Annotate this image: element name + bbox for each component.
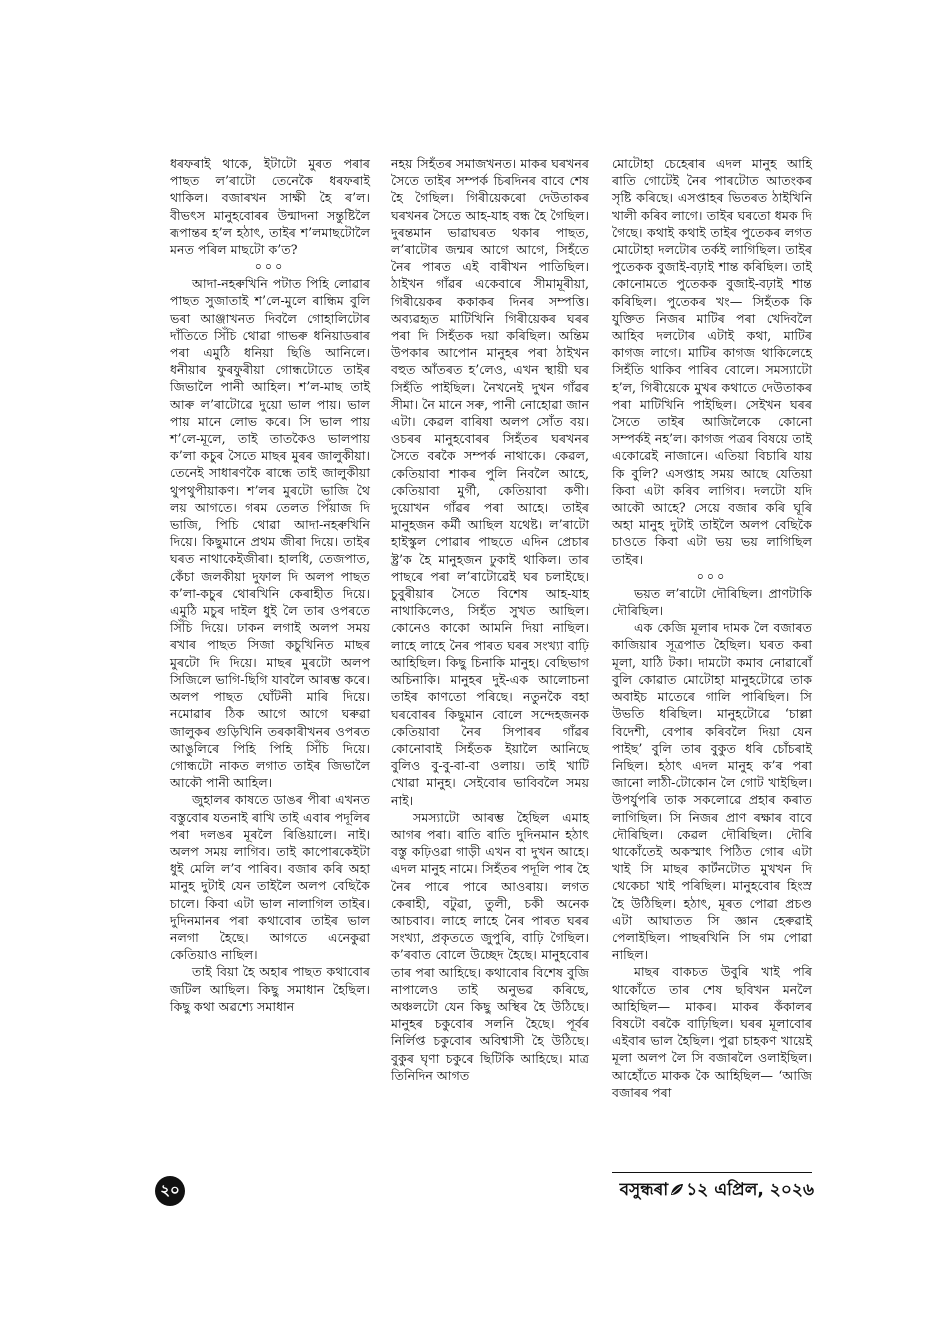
paragraph: নহয় সিহঁতৰ সমাজখনত। মাকৰ ঘৰখনৰ সৈতে তাইৰ সম্পৰ্ক চিৰদিনৰ বাবে শেষ হৈ গৈছিল। গিৰীয়েকৰো দেউতাকৰ ঘৰখনৰ সৈতে আহ-যাহ বন্ধ হৈ গৈছিল। দুৰন্তমান ভাৱাঘৰত থকাৰ পাছত, ল’ৰাটোৰ জন্মৰ আগে আগে, সিহঁতে নৈৰ পাৰত এই বাৰীখন পাতিছিল। ঠাইখন গাঁৱৰ একেবাৰে সীমামূৰীয়া, গিৰীয়েকৰ ককাকৰ দিনৰ সম্পত্তি। অব্যৱহৃত মাটিখিনি গিৰীয়েকৰ ঘৰৰ পৰা দি সিহঁতক দয়া কৰিছিল। অন্তিম উপকাৰ আপোন মানুহৰ পৰা ঠাইখন বহুত আঁতৰত হ’লেও, এখন স্থায়ী ঘৰ সিহঁতি পাইছিল। নৈখনেই দুখন গাঁৱৰ সীমা। নৈ মানে সৰু, পানী নোহোৱা জান এটা। কেৱল বাৰিষা অলপ সোঁত বয়। ওচৰৰ মানুহবোৰৰ সিহঁতৰ ঘৰখনৰ সৈতে বৰকৈ সম্পৰ্ক নাথাকে। কেৱল, কেতিয়াবা শাকৰ পুলি নিবলৈ আহে, কেতিয়াবা মুৰ্গী, কেতিয়াবা কণী। দুয়োখন গাঁৱৰ পৰা আহে। তাইৰ মানুহজন কৰ্মী আছিল যথেষ্ট। ল’ৰাটো হাইস্কুল পোৱাৰ পাছতে এদিন প্ৰেচাৰ ষ্ট্ৰ’ক হৈ মানুহজন ঢুকাই থাকিল। তাৰ পাছৰে পৰা ল’ৰাটোৱেই ঘৰ চলাইছে। চুবুৰীয়াৰ সৈতে বিশেষ আহ-যাহ নাথাকিলেও, সিহঁত সুখত আছিল। কোনেও কাকো আমনি দিয়া নাছিল। লাহে লাহে নৈৰ পাৰত ঘৰৰ সংখ্যা বাঢ়ি আহিছিল। কিছু চিনাকি মানুহ। বেছিভাগ অচিনাকি। মানুহৰ দুই-এক আলোচনা তাইৰ কাণতো পৰিছে। নতুনকৈ বহা ঘৰবোৰৰ কিছুমান বোলে সন্দেহজনক কেতিয়াবা নৈৰ সিপাৰৰ গাঁৱৰ কোনোবাই সিহঁতক ইয়ালৈ আনিছে বুলিও বু-বু-বা-বা ওলায়। তাই খাটি খোৱা মানুহ। সেইবোৰ ভাবিবলৈ সময় নাই। bbox=[391, 156, 589, 808]
paragraph: মোটোহা চেহেৰাৰ এদল মানুহ আহি ৰাতি গোটেই নৈৰ পাৰটোত আতংকৰ সৃষ্টি কৰিছে। এসপ্তাহৰ ভিতৰত ঠাইখিনি খালী কৰিব লাগে। তাইৰ ঘৰতো ধমক দি গৈছে। কথাই কথাই তাইৰ পুতেকৰ লগত মোটোহা দলটোৰ তৰ্কই লাগিছিল। তাইৰ পুতেকক বুজাই-বঢ়াই শান্ত কৰিছিল। তাই কোনোমতে পুতেকক বুজাই-বঢ়াই শান্ত কৰিছিল। পুতেকৰ খং— সিহঁতক কি যুক্তিত নিজৰ মাটিৰ পৰা খেদিবলৈ আহিব দলটোৰ এটাই কথা, মাটিৰ কাগজ লাগে। মাটিৰ কাগজ থাকিলেহে সিহঁতি থাকিব পাৰিব বোলে। সমস্যাটো হ’ল, গিৰীয়েকে মুখৰ কথাতে দেউতাকৰ পৰা মাটিখিনি পাইছিল। সেইখন ঘৰৰ সৈতে তাইৰ আজিলৈকে কোনো সম্পৰ্কই নহ’ল। কাগজ পত্ৰৰ বিষয়ে তাই একোৱেই নাজানে। এতিয়া বিচাৰি যায় কি বুলি? এসপ্তাহ সময় আছে যেতিয়া কিবা এটা কৰিব লাগিব। দলটো যদি আকৌ আহে? সেয়ে বজাৰ কৰি ঘূৰি অহা মানুহ দুটাই তাইলৈ অলপ বেছিকৈ চাওতে কিবা এটা ভয় ভয় লাগিছিল তাইৰ। bbox=[612, 156, 812, 567]
paragraph: সমস্যাটো আৰম্ভ হৈছিল এমাহ আগৰ পৰা। ৰাতি ৰাতি দুদিনমান হঠাৎ বস্তু কঢ়িওৱা গাড়ী এখন বা দুখন আহে। এদল মানুহ নামে। সিহঁতৰ পদূলি পাৰ হৈ নৈৰ পাৰে পাৰে আওৰায়। লগত কেৰাহী, বটুৱা, তুলী, চকী অনেক আচবাব। লাহে লাহে নৈৰ পাৰত ঘৰৰ সংখ্যা, প্ৰকৃততে জুপুৰি, বাঢ়ি গৈছিল। ক’ৰবাত বোলে উচ্ছেদ হৈছে। মানুহবোৰ তাৰ পৰা আহিছে। কথাবোৰ বিশেষ বুজি নাপালেও তাই অনুভৱ কৰিছে, অঞ্চলটো যেন কিছু অস্থিৰ হৈ উঠিছে। মানুহৰ চকুবোৰ সলনি হৈছে। পূৰ্বৰ নিৰ্লিপ্ত চকুবোৰ অবিশ্বাসী হৈ উঠিছে। বুকুৰ ঘৃণা চকুৰে ছিটিকি আহিছে। মাত্ৰ তিনিদিন আগত bbox=[391, 809, 589, 1083]
article-column-3 bbox=[612, 155, 812, 1101]
footer-rule bbox=[612, 1172, 812, 1173]
paragraph: ধৰফৰাই থাকে, ইটাটো মুৰত পৰাৰ পাছত ল’ৰাটো তেনেকৈ ধৰফৰাই থাকিল। বজাৰখন সাক্ষী হৈ ৰ’ল। বীভৎস মানুহবোৰৰ উন্মাদনা সন্তুষ্টিলৈ ৰূপান্তৰ হ’ল হঠাৎ, তাইৰ শ’লমাছটোলৈ মনত পৰিল মাছটো ক’ত? bbox=[170, 156, 370, 258]
paragraph: তাই বিয়া হৈ অহাৰ পাছত কথাবোৰ জটিল আছিল। কিছু সমাধান হৈছিল। কিছু কথা অৱশ্যে সমাধান bbox=[170, 964, 370, 1014]
issue-date: ১২ এপ্ৰিল, ২০২৬ bbox=[686, 1180, 814, 1200]
paragraph: জুহালৰ কাষতে ডাঙৰ পীৰা এখনত বস্তুবোৰ যতনাই ৰাখি তাই এবাৰ পদূলিৰ পৰা দলঙৰ মূৰলৈ ৰিঙিয়ালে। নাই। অলপ সময় লাগিব। তাই কাপোৰকেইটা ধুই মেলি ল’ব পাৰিব। বজাৰ কৰি অহা মানুহ দুটাই যেন তাইলৈ অলপ বেছিকৈ চালে। কিবা এটা ভাল নালাগিল তাইৰ। দুদিনমানৰ পৰা কথাবোৰ তাইৰ ভাল নলগা হৈছে। আগতে এনেকুৱা কেতিয়াও নাছিল। bbox=[170, 792, 370, 963]
paragraph: আদা-নহৰুখিনি পটাত পিহি লোৱাৰ পাছত সুজাতাই শ’লে-মুলে ৰান্ধিম বুলি ভৰা আঞ্জাখনত দিবলৈ গোহালিটোৰ দাঁতিতে সিঁচি থোৱা গাভৰু ধনিয়াডৰাৰ পৰা এমুঠি ধনিয়া ছিঙি আনিলে। ধনীয়াৰ ফুৰফুৰীয়া গোন্ধটোতে তাইৰ জিভালৈ পানী আহিল। শ’ল-মাছ তাই আৰু ল’ৰাটোৱে দুয়ো ভাল পায়। ভাল পায় মানে লোভ কৰে। সি ভাল পায় শ’লে-মূলে, তাই তাতকৈও ভালপায় ক’লা কচুৰ সৈতে মাছৰ মুৰৰ জালুকীয়া। তেনেই সাধাৰণকৈ ৰান্ধে তাই জালুকীয়া থুপথুপীয়াকণ। শ’লৰ মুৰটো ভাজি থৈ লয় আগতে। গৰম তেলত পিঁয়াজ দি ভাজি, পিচি থোৱা আদা-নহৰুখিনি দিয়ে। কিছুমানে প্ৰথম জীৰা দিয়ে। তাইৰ ঘৰত নাথাকেইজীৰা। হালধি, তেজপাত, কেঁচা জলকীয়া দুফাল দি অলপ পাছত ক’লা-কচুৰ থোৰখিনি কেৰাহীত দিয়ে। এমুঠি মচুৰ দাইল ধুই লৈ তাৰ ওপৰতে সিঁচি দিয়ে। ঢাকন লগাই অলপ সময় ৰখাৰ পাছত সিজা কচুখিনিত মাছৰ মুৰটো দি দিয়ে। মাছৰ মুৰটো অলপ সিজিলে ভাগি-ছিগি যাবলৈ আৰম্ভ কৰে। অলপ পাছত ঘোঁটনী মাৰি দিয়ে। নমোৱাৰ ঠিক আগে আগে ঘৰুৱা জালুকৰ গুড়িখিনি তৰকাৰীখনৰ ওপৰত আঙুলিৰে পিহি পিহি সিঁচি দিয়ে। গোন্ধটো নাকত লগাত তাইৰ জিভালৈ আকৌ পানী আহিল। bbox=[170, 276, 370, 791]
article-column-2 bbox=[391, 155, 589, 1084]
section-separator: ০০০ bbox=[254, 260, 286, 274]
leaf-ornament-icon bbox=[670, 1183, 684, 1197]
publication-name: বসুন্ধৰা bbox=[619, 1180, 669, 1200]
article-column-1 bbox=[170, 155, 370, 1015]
section-separator: ০০০ bbox=[696, 569, 728, 583]
paragraph: মাছৰ বাকচত উবুৰি খাই পৰি থাকোঁতে তাৰ শেষ ছবিখন মনলৈ আহিছিল— মাকৰ। মাকৰ কঁকালৰ বিষটো বৰকৈ বাঢ়িছিল। ঘৰৰ মূলাবোৰ এইবাৰ ভাল হৈছিল। পুৱা চাহকণ খায়েই মূলা অলপ লৈ সি বজাৰলৈ ওলাইছিল। আহোঁতে মাকক কৈ আহিছিল— ‘আজি বজাৰৰ পৰা bbox=[612, 964, 812, 1100]
paragraph: ভয়ত ল’ৰাটো দৌৰিছিল। প্ৰাণটাকি দৌৰিছিল। bbox=[612, 585, 812, 619]
page-number: ২০ bbox=[155, 1176, 185, 1206]
paragraph: এক কেজি মূলাৰ দামক লৈ বজাৰত কাজিয়াৰ সূত্ৰপাত হৈছিল। ঘৰত কৰা মূলা, যাঠি টকা। দামটো কমাব নোৱাৰোঁ বুলি কোৱাত মোটোহা মানুহটোৱে তাক অবাইচ মাতেৰে গালি পাৰিছিল। সি উভতি ধৰিছিল। মানুহটোৱে ‘চাল্লা বিদেশী, বেপাৰ কৰিবলৈ দিয়া যেন পাইছ’ বুলি তাৰ বুকুত ধৰি চোঁচৰাই নিছিল। হঠাৎ এদল মানুহ ক’ৰ পৰা জানো লাঠী-টোকোন লৈ গোট খাইছিল। উপৰ্যুপৰি তাক সকলোৱে প্ৰহাৰ কৰাত লাগিছিল। সি নিজৰ প্ৰাণ ৰক্ষাৰ বাবে দৌৰিছিল। কেৱল দৌৰিছিল। দৌৰি থাকোঁতেই অকস্মাৎ পিঠিত গোৰ এটা খাই সি মাছৰ কাৰ্টনটোত মুখখন দি থেকেচা খাই পৰিছিল। মানুহবোৰ হিংস্ৰ হৈ উঠিছিল। হঠাৎ, মূৰত পোৱা প্ৰচণ্ড এটা আঘাতত সি জ্ঞান হেৰুৱাই পেলাইছিল। পাছৰখিনি সি গম পোৱা নাছিল। bbox=[612, 620, 812, 963]
footer bbox=[600, 1176, 814, 1204]
